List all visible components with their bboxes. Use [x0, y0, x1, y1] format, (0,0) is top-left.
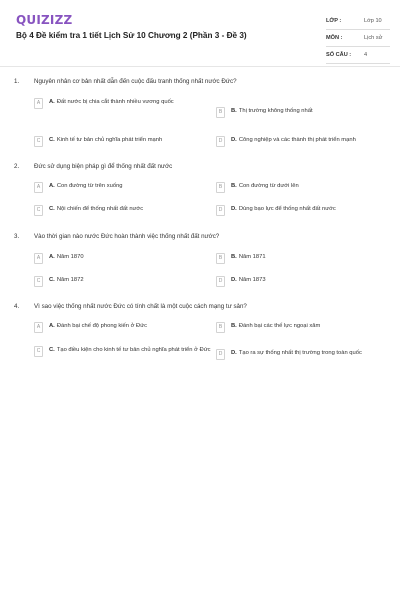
option-letter: B.: [231, 108, 237, 114]
option-text: Dùng bạo lực để thống nhất đất nước: [238, 206, 336, 212]
option-box: D: [216, 136, 225, 147]
option-box: C: [34, 346, 43, 357]
option-text: Năm 1871: [238, 254, 266, 260]
option-c[interactable]: [34, 346, 212, 357]
option-d[interactable]: [216, 205, 394, 216]
option-letter: D.: [231, 277, 237, 283]
option-box: A: [34, 182, 43, 193]
meta-panel: [326, 13, 390, 64]
header-divider: [0, 66, 400, 67]
question-text: Đức sử dụng biện pháp gì để thống nhất đất nước: [34, 163, 173, 170]
option-box: A: [34, 322, 43, 333]
option-letter: B.: [231, 183, 237, 189]
option-text: Năm 1872: [56, 277, 84, 283]
option-letter: D.: [231, 206, 237, 212]
option-box: D: [216, 276, 225, 287]
option-letter: B.: [231, 254, 237, 260]
meta-subject-label: MÔN :: [326, 35, 343, 41]
option-letter: C.: [49, 347, 55, 353]
option-letter: D.: [231, 350, 237, 356]
option-text: Đất nước bị chia cắt thành nhiều vương quốc: [56, 99, 174, 105]
option-a[interactable]: [34, 322, 209, 333]
option-text: Tạo điều kiện cho kinh tế tư bản chủ nghĩa phát triển ở Đức: [56, 347, 211, 353]
meta-count-value: 4: [364, 52, 368, 58]
question-number: 2.: [14, 163, 20, 170]
option-box: C: [34, 276, 43, 287]
question-text: Vào thời gian nào nước Đức hoàn thành việc thống nhất đất nước?: [34, 233, 220, 240]
option-text: Năm 1870: [56, 254, 84, 260]
option-a[interactable]: [34, 98, 204, 109]
option-d[interactable]: [216, 349, 396, 360]
option-text: Đánh bại chế độ phong kiến ở Đức: [56, 323, 147, 329]
option-d[interactable]: [216, 276, 391, 287]
option-box: C: [34, 136, 43, 147]
option-box: B: [216, 322, 225, 333]
option-box: B: [216, 107, 225, 118]
option-box: D: [216, 349, 225, 360]
option-text: Nội chiến để thống nhất đất nước: [56, 206, 144, 212]
question-number: 4.: [14, 303, 20, 310]
option-a[interactable]: [34, 253, 209, 264]
option-letter: C.: [49, 137, 55, 143]
option-d[interactable]: [216, 136, 394, 147]
option-text: Con đường từ dưới lên: [238, 183, 299, 189]
option-box: C: [34, 205, 43, 216]
meta-class-label: LỚP :: [326, 18, 342, 24]
question-text: Vì sao việc thống nhất nước Đức có tính chất là một cuộc cách mạng tư sản?: [34, 303, 247, 310]
option-box: B: [216, 182, 225, 193]
quizizz-logo: QUIZIZZ: [16, 13, 73, 27]
option-b[interactable]: [216, 253, 391, 264]
option-text: Con đường từ trên xuống: [56, 183, 123, 189]
option-letter: B.: [231, 323, 237, 329]
option-letter: A.: [49, 183, 55, 189]
option-letter: A.: [49, 99, 55, 105]
option-box: B: [216, 253, 225, 264]
option-text: Công nghiệp và các thành thị phát triển mạnh: [238, 137, 356, 143]
option-c[interactable]: [34, 136, 209, 147]
question-text: Nguyên nhân cơ bản nhất dẫn đến cuộc đấu tranh thống nhất nước Đức?: [34, 78, 237, 85]
option-letter: D.: [231, 137, 237, 143]
option-text: Năm 1873: [238, 277, 266, 283]
option-c[interactable]: [34, 276, 209, 287]
question-number: 3.: [14, 233, 20, 240]
option-box: A: [34, 253, 43, 264]
page-title: Bộ 4 Đề kiểm tra 1 tiết Lịch Sử 10 Chương 2 (Phần 3 - Đề 3): [16, 31, 247, 40]
meta-class-value: Lớp 10: [364, 18, 382, 24]
option-text: Đánh bại các thế lực ngoại xâm: [238, 323, 321, 329]
option-box: D: [216, 205, 225, 216]
option-text: Thị trường không thống nhất: [238, 108, 313, 114]
option-box: A: [34, 98, 43, 109]
meta-subject-value: Lịch sử: [364, 35, 383, 41]
option-b[interactable]: [216, 322, 391, 333]
meta-class-row: [326, 13, 390, 30]
option-b[interactable]: [216, 182, 391, 193]
meta-count-label: SỐ CÂU :: [326, 52, 352, 58]
meta-subject-row: [326, 30, 390, 47]
option-letter: A.: [49, 323, 55, 329]
meta-count-row: [326, 47, 390, 64]
option-a[interactable]: [34, 182, 209, 193]
option-c[interactable]: [34, 205, 209, 216]
option-b[interactable]: [216, 107, 391, 118]
option-letter: A.: [49, 254, 55, 260]
question-number: 1.: [14, 78, 20, 85]
option-letter: C.: [49, 206, 55, 212]
option-letter: C.: [49, 277, 55, 283]
option-text: Kinh tế tư bản chủ nghĩa phát triển mạnh: [56, 137, 163, 143]
option-text: Tạo ra sự thống nhất thị trường trong toàn quốc: [238, 350, 362, 356]
